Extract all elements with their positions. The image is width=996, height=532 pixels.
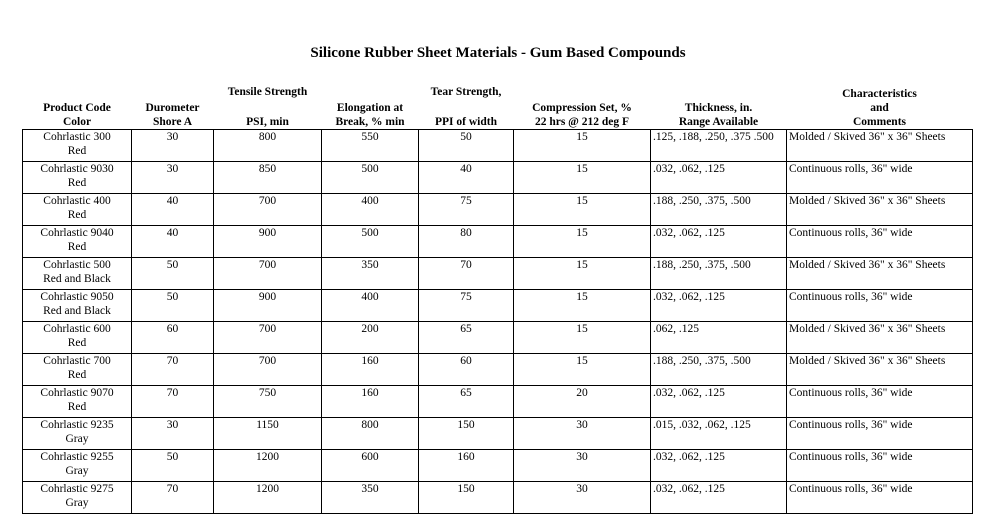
cell-elongation <box>322 258 419 290</box>
cell-text-thickness: .188, .250, .375, .500 <box>653 259 751 271</box>
cell-text-color: Red and Black <box>43 273 111 285</box>
cell-text-compression: 30 <box>576 451 588 463</box>
cell-text-comments: Molded / Skived 36" x 36" Sheets <box>789 355 946 367</box>
cell-product-color <box>23 322 132 354</box>
cell-text-compression: 15 <box>576 291 588 303</box>
cell-comments <box>787 450 973 482</box>
cell-text-durometer: 40 <box>166 227 179 239</box>
cell-thickness <box>651 290 787 322</box>
cell-compression <box>514 290 651 322</box>
table-row <box>23 226 973 258</box>
cell-text-thickness: .032, .062, .125 <box>653 163 725 175</box>
cell-compression <box>514 450 651 482</box>
cell-text-color: Gray <box>65 433 89 445</box>
cell-tensile <box>214 226 322 258</box>
cell-text-tear: 150 <box>457 483 475 495</box>
cell-product-color <box>23 194 132 226</box>
cell-compression <box>514 418 651 450</box>
cell-text-comments: Continuous rolls, 36" wide <box>789 387 913 399</box>
cell-text-product: Cohrlastic 9050 <box>40 291 114 303</box>
cell-text-color: Red <box>67 209 87 221</box>
cell-product-color <box>23 418 132 450</box>
cell-compression <box>514 194 651 226</box>
cell-text-thickness: .188, .250, .375, .500 <box>653 195 751 207</box>
cell-text-tear: 65 <box>460 323 472 335</box>
cell-thickness <box>651 162 787 194</box>
cell-text-elongation: 350 <box>361 483 379 495</box>
cell-product-color <box>23 162 132 194</box>
cell-text-durometer: 30 <box>166 163 179 175</box>
cell-text-durometer: 30 <box>166 131 179 143</box>
cell-text-tear: 50 <box>460 131 472 143</box>
table-row <box>23 482 973 514</box>
table-row <box>23 386 973 418</box>
cell-text-product: Cohrlastic 9070 <box>40 387 114 399</box>
cell-compression <box>514 386 651 418</box>
cell-elongation <box>322 226 419 258</box>
cell-thickness <box>651 194 787 226</box>
header-product-code: Product Code Color <box>43 102 111 128</box>
cell-durometer <box>132 354 214 386</box>
cell-tear <box>419 130 514 162</box>
cell-text-tear: 80 <box>460 227 472 239</box>
cell-compression <box>514 482 651 514</box>
cell-text-thickness: .032, .062, .125 <box>653 483 725 495</box>
cell-text-compression: 15 <box>576 355 588 367</box>
cell-thickness <box>651 482 787 514</box>
cell-text-compression: 30 <box>576 419 588 431</box>
cell-comments <box>787 258 973 290</box>
cell-elongation <box>322 322 419 354</box>
cell-durometer <box>132 386 214 418</box>
cell-text-elongation: 600 <box>361 451 379 463</box>
cell-compression <box>514 226 651 258</box>
cell-text-tensile: 700 <box>258 323 277 335</box>
cell-text-tear: 75 <box>460 195 472 207</box>
cell-text-durometer: 50 <box>166 451 179 463</box>
cell-tensile <box>214 354 322 386</box>
cell-text-thickness: .032, .062, .125 <box>653 291 725 303</box>
cell-tensile <box>214 450 322 482</box>
cell-text-tensile: 750 <box>258 387 277 399</box>
cell-text-comments: Continuous rolls, 36" wide <box>789 291 913 303</box>
cell-comments <box>787 322 973 354</box>
cell-text-product: Cohrlastic 400 <box>43 195 111 207</box>
cell-text-color: Red <box>67 337 87 349</box>
cell-elongation <box>322 354 419 386</box>
header-thickness: Thickness, in. Range Available <box>678 102 759 128</box>
cell-product-color <box>23 450 132 482</box>
cell-tensile <box>214 290 322 322</box>
cell-text-tear: 65 <box>460 387 472 399</box>
cell-text-tensile: 700 <box>258 195 277 207</box>
cell-comments <box>787 130 973 162</box>
cell-text-elongation: 550 <box>361 131 379 143</box>
header-tensile-strength: Tensile Strength PSI, min <box>227 86 308 128</box>
cell-durometer <box>132 226 214 258</box>
cell-product-color <box>23 354 132 386</box>
cell-text-comments: Continuous rolls, 36" wide <box>789 227 913 239</box>
cell-tensile <box>214 162 322 194</box>
cell-text-tear: 70 <box>460 259 472 271</box>
cell-tear <box>419 482 514 514</box>
cell-text-tensile: 1200 <box>256 451 279 463</box>
cell-text-product: Cohrlastic 700 <box>43 355 111 367</box>
cell-thickness <box>651 258 787 290</box>
cell-text-tensile: 700 <box>258 259 277 271</box>
cell-text-product: Cohrlastic 9275 <box>40 483 114 495</box>
cell-thickness <box>651 322 787 354</box>
cell-text-durometer: 60 <box>166 323 179 335</box>
cell-durometer <box>132 322 214 354</box>
cell-compression <box>514 130 651 162</box>
cell-durometer <box>132 194 214 226</box>
cell-tear <box>419 450 514 482</box>
cell-text-tear: 40 <box>460 163 472 175</box>
cell-text-durometer: 30 <box>166 419 179 431</box>
table-row <box>23 290 973 322</box>
cell-thickness <box>651 226 787 258</box>
cell-tear <box>419 162 514 194</box>
cell-elongation <box>322 482 419 514</box>
cell-text-tear: 160 <box>457 451 475 463</box>
cell-comments <box>787 386 973 418</box>
cell-text-color: Red <box>67 401 87 413</box>
cell-product-color <box>23 290 132 322</box>
header-durometer: Durometer Shore A <box>145 102 200 128</box>
cell-text-thickness: .032, .062, .125 <box>653 451 725 463</box>
cell-text-product: Cohrlastic 9255 <box>40 451 114 463</box>
header-compression-set: Compression Set, % 22 hrs @ 212 deg F <box>532 102 632 128</box>
header-elongation: Elongation at Break, % min <box>335 102 405 128</box>
cell-text-durometer: 70 <box>166 483 179 495</box>
cell-text-elongation: 500 <box>361 163 379 175</box>
table-row <box>23 162 973 194</box>
cell-elongation <box>322 290 419 322</box>
cell-text-color: Gray <box>65 465 89 477</box>
cell-comments <box>787 354 973 386</box>
table-row <box>23 258 973 290</box>
cell-tear <box>419 226 514 258</box>
cell-text-color: Gray <box>65 497 89 509</box>
cell-text-tensile: 1200 <box>256 483 279 495</box>
cell-comments <box>787 482 973 514</box>
cell-text-compression: 15 <box>576 227 588 239</box>
cell-elongation <box>322 194 419 226</box>
cell-text-thickness: .032, .062, .125 <box>653 227 725 239</box>
cell-product-color <box>23 386 132 418</box>
table-row <box>23 130 973 162</box>
header-characteristics: Characteristics and Comments <box>842 88 917 128</box>
cell-text-elongation: 400 <box>361 195 379 207</box>
cell-text-comments: Molded / Skived 36" x 36" Sheets <box>789 259 946 271</box>
page-title: Silicone Rubber Sheet Materials - Gum Based Compounds <box>310 45 686 61</box>
cell-tear <box>419 354 514 386</box>
cell-comments <box>787 162 973 194</box>
cell-text-thickness: .062, .125 <box>653 323 699 335</box>
cell-text-product: Cohrlastic 600 <box>43 323 111 335</box>
cell-text-comments: Continuous rolls, 36" wide <box>789 419 913 431</box>
cell-text-comments: Molded / Skived 36" x 36" Sheets <box>789 131 946 143</box>
cell-text-elongation: 500 <box>361 227 379 239</box>
cell-text-elongation: 200 <box>361 323 379 335</box>
cell-text-elongation: 350 <box>361 259 379 271</box>
cell-text-tensile: 800 <box>258 131 277 143</box>
table-header <box>23 83 973 130</box>
cell-text-elongation: 160 <box>361 387 379 399</box>
cell-thickness <box>651 354 787 386</box>
cell-text-thickness: .032, .062, .125 <box>653 387 725 399</box>
cell-text-product: Cohrlastic 9040 <box>40 227 114 239</box>
cell-compression <box>514 258 651 290</box>
cell-tear <box>419 322 514 354</box>
cell-durometer <box>132 130 214 162</box>
cell-text-compression: 15 <box>576 195 588 207</box>
cell-tear <box>419 290 514 322</box>
cell-comments <box>787 290 973 322</box>
table-row <box>23 418 973 450</box>
cell-compression <box>514 162 651 194</box>
cell-elongation <box>322 162 419 194</box>
cell-durometer <box>132 482 214 514</box>
cell-text-compression: 15 <box>576 259 588 271</box>
cell-tear <box>419 194 514 226</box>
cell-tensile <box>214 482 322 514</box>
cell-text-tensile: 900 <box>258 227 277 239</box>
cell-tensile <box>214 386 322 418</box>
cell-text-compression: 20 <box>576 387 588 399</box>
table-body <box>23 130 973 514</box>
cell-text-color: Red <box>67 369 87 381</box>
cell-text-color: Red <box>67 241 87 253</box>
cell-text-durometer: 50 <box>166 259 179 271</box>
cell-product-color <box>23 482 132 514</box>
cell-durometer <box>132 418 214 450</box>
cell-tear <box>419 418 514 450</box>
cell-text-thickness: .015, .032, .062, .125 <box>653 419 751 431</box>
cell-text-comments: Continuous rolls, 36" wide <box>789 163 913 175</box>
cell-thickness <box>651 130 787 162</box>
table-row <box>23 354 973 386</box>
header-tear-strength: Tear Strength, PPI of width <box>430 86 502 128</box>
cell-text-compression: 15 <box>576 163 588 175</box>
cell-durometer <box>132 162 214 194</box>
cell-text-product: Cohrlastic 9030 <box>40 163 114 175</box>
cell-text-tear: 60 <box>460 355 472 367</box>
cell-text-durometer: 50 <box>166 291 179 303</box>
cell-text-durometer: 70 <box>166 355 179 367</box>
cell-text-tensile: 1150 <box>256 419 279 431</box>
cell-text-product: Cohrlastic 9235 <box>40 419 114 431</box>
cell-tensile <box>214 418 322 450</box>
cell-text-compression: 30 <box>576 483 588 495</box>
cell-text-comments: Continuous rolls, 36" wide <box>789 483 913 495</box>
cell-text-color: Red <box>67 145 87 157</box>
cell-text-product: Cohrlastic 500 <box>43 259 111 271</box>
cell-tensile <box>214 194 322 226</box>
cell-elongation <box>322 450 419 482</box>
cell-tensile <box>214 258 322 290</box>
cell-product-color <box>23 130 132 162</box>
cell-text-compression: 15 <box>576 323 588 335</box>
cell-text-thickness: .125, .188, .250, .375 .500 <box>653 131 774 143</box>
cell-elongation <box>322 418 419 450</box>
cell-text-durometer: 70 <box>166 387 179 399</box>
cell-text-comments: Molded / Skived 36" x 36" Sheets <box>789 323 946 335</box>
cell-durometer <box>132 290 214 322</box>
table-row <box>23 194 973 226</box>
cell-text-durometer: 40 <box>166 195 179 207</box>
cell-comments <box>787 418 973 450</box>
cell-thickness <box>651 386 787 418</box>
table-row <box>23 450 973 482</box>
cell-compression <box>514 322 651 354</box>
cell-text-color: Red <box>67 177 87 189</box>
materials-table <box>22 83 973 514</box>
cell-tensile <box>214 322 322 354</box>
cell-text-tensile: 850 <box>258 163 277 175</box>
cell-text-comments: Molded / Skived 36" x 36" Sheets <box>789 195 946 207</box>
cell-text-elongation: 160 <box>361 355 379 367</box>
cell-thickness <box>651 418 787 450</box>
cell-compression <box>514 354 651 386</box>
cell-comments <box>787 226 973 258</box>
cell-tear <box>419 258 514 290</box>
cell-durometer <box>132 258 214 290</box>
cell-elongation <box>322 130 419 162</box>
cell-text-tensile: 900 <box>258 291 277 303</box>
cell-text-elongation: 800 <box>361 419 379 431</box>
cell-tear <box>419 386 514 418</box>
table-row <box>23 322 973 354</box>
cell-text-product: Cohrlastic 300 <box>43 131 111 143</box>
cell-text-tear: 75 <box>460 291 472 303</box>
cell-text-tear: 150 <box>457 419 475 431</box>
cell-text-compression: 15 <box>576 131 588 143</box>
cell-text-thickness: .188, .250, .375, .500 <box>653 355 751 367</box>
cell-product-color <box>23 226 132 258</box>
cell-text-color: Red and Black <box>43 305 111 317</box>
cell-durometer <box>132 450 214 482</box>
cell-elongation <box>322 386 419 418</box>
cell-comments <box>787 194 973 226</box>
cell-product-color <box>23 258 132 290</box>
cell-text-elongation: 400 <box>361 291 379 303</box>
cell-tensile <box>214 130 322 162</box>
cell-thickness <box>651 450 787 482</box>
cell-text-tensile: 700 <box>258 355 277 367</box>
cell-text-comments: Continuous rolls, 36" wide <box>789 451 913 463</box>
